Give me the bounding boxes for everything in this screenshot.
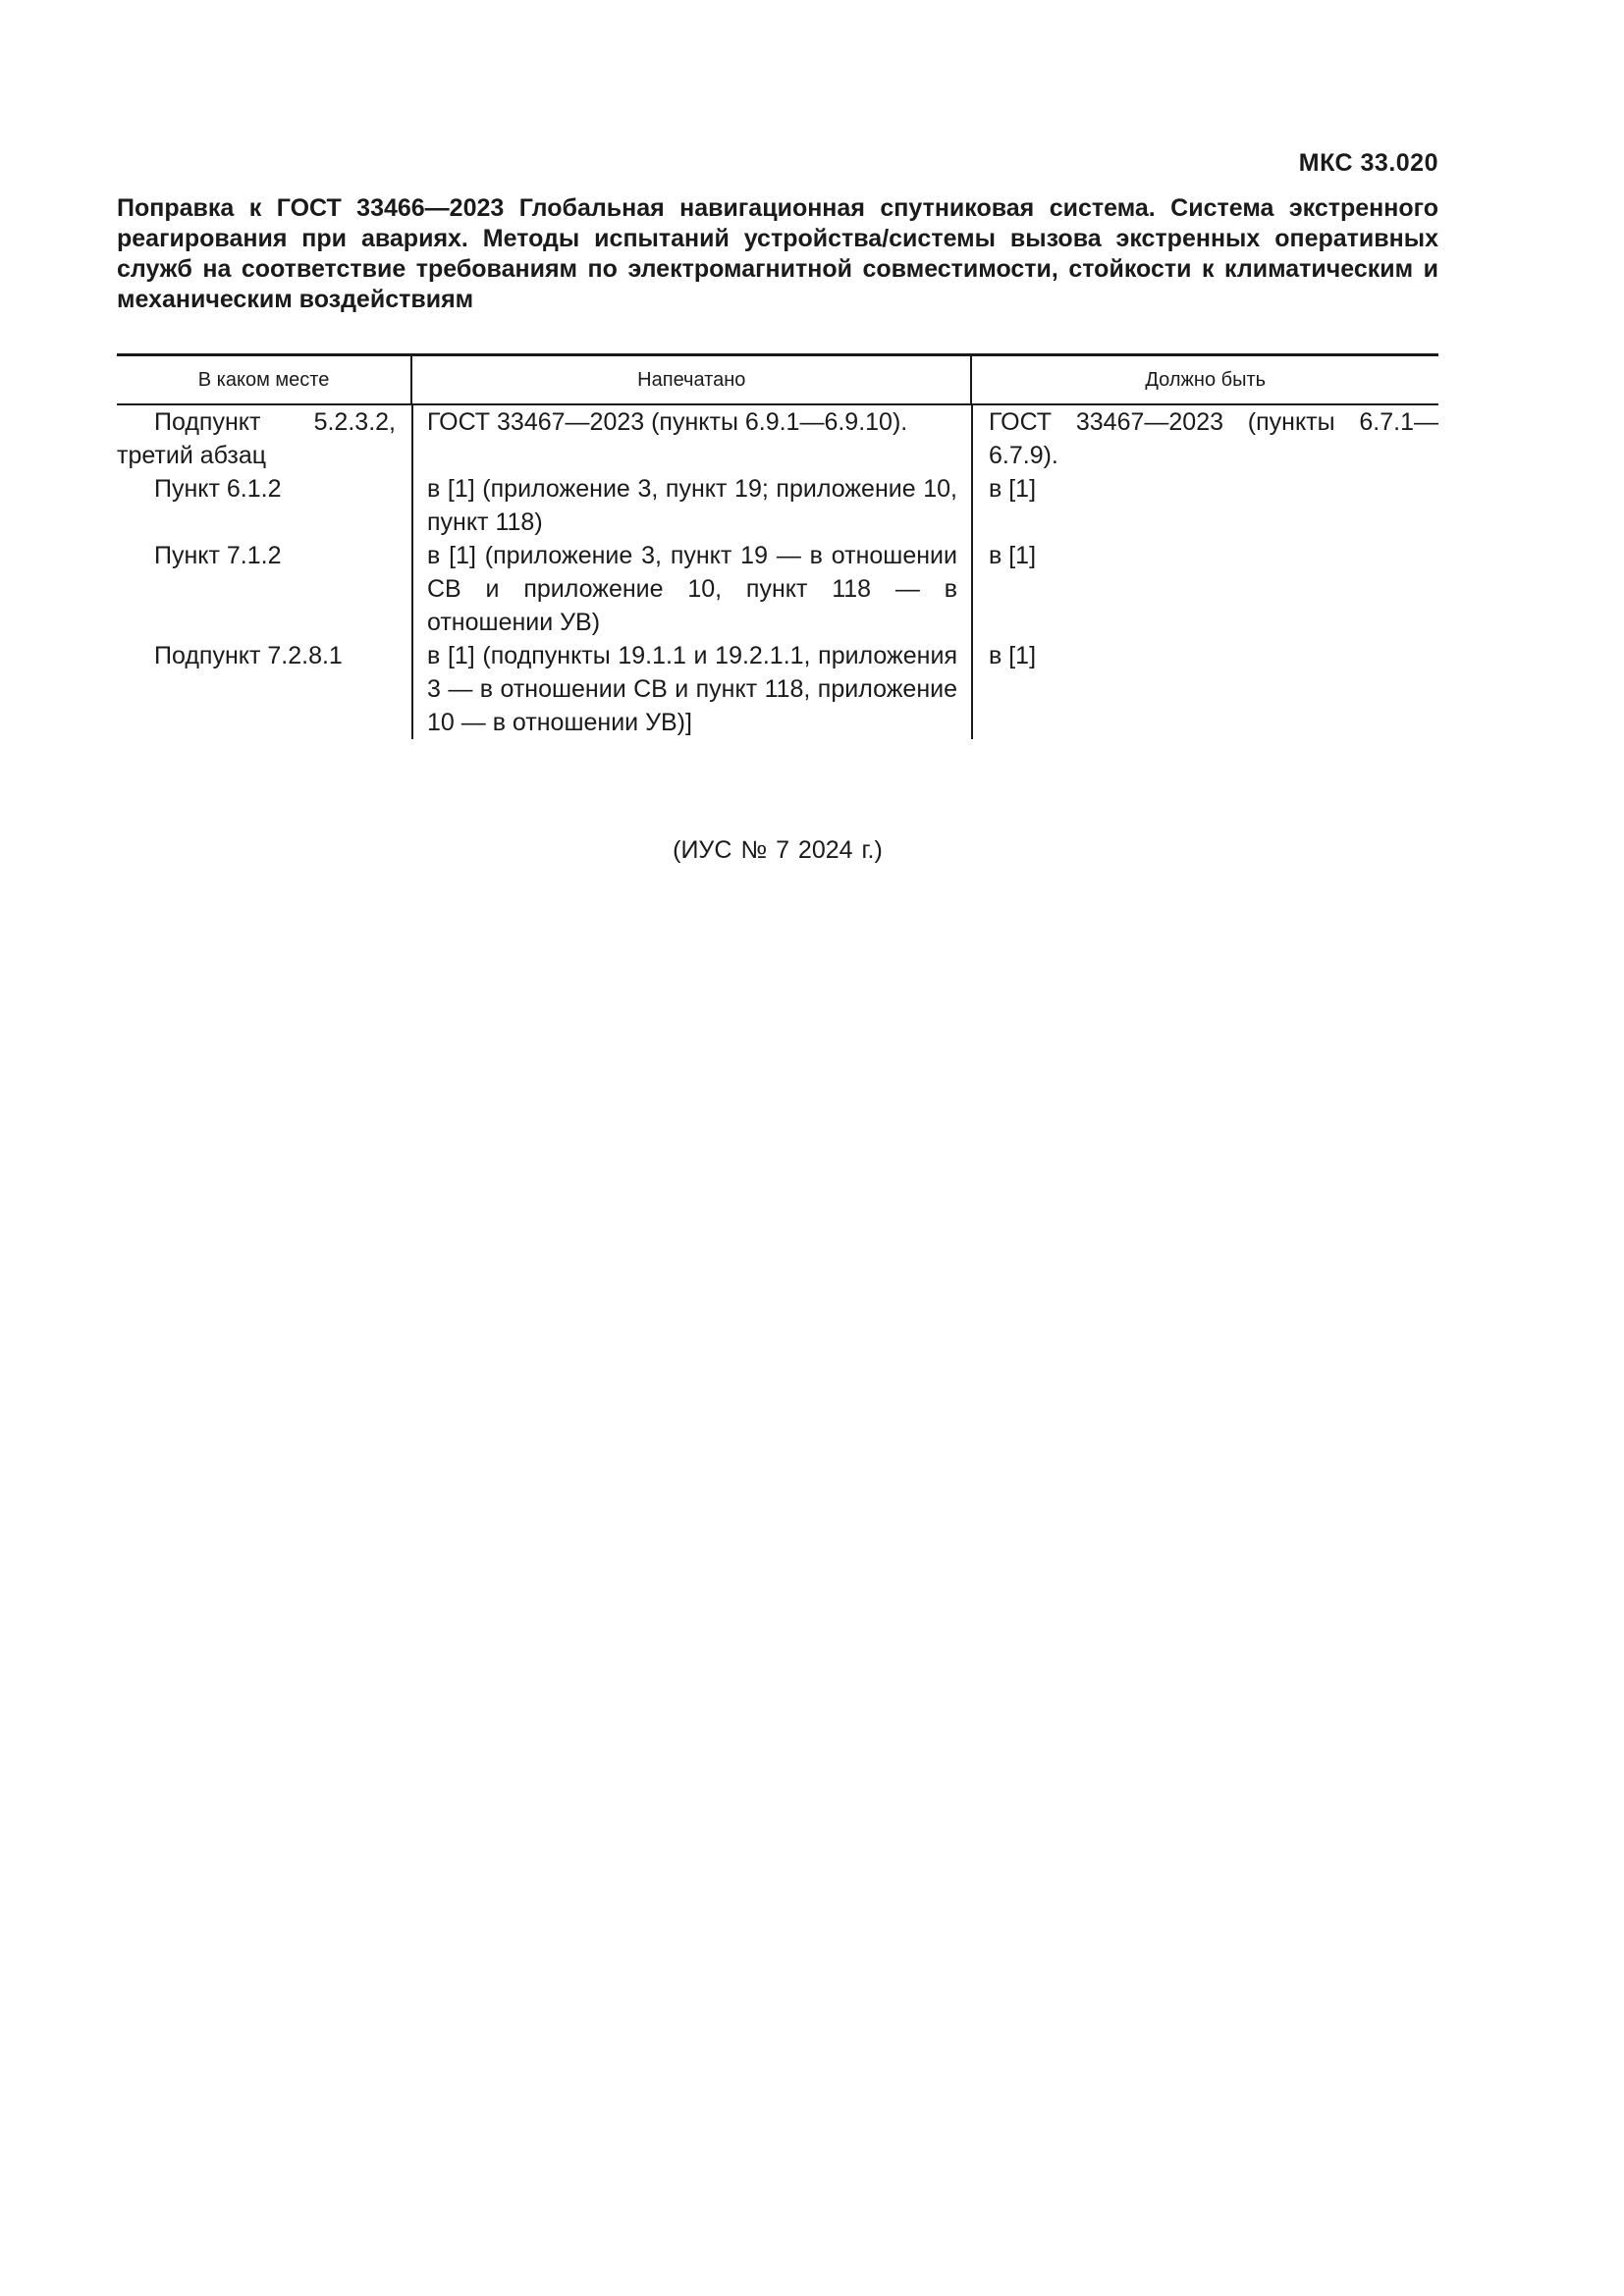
corrections-table bbox=[117, 353, 1438, 739]
column-header-printed: Напечатано bbox=[410, 356, 970, 403]
cell-place: Подпункт 7.2.8.1 bbox=[154, 642, 343, 669]
table-header bbox=[117, 356, 1438, 405]
cell-printed: в [1] (приложение 3, пункт 19 — в отношении СВ и приложение 10, пункт 118 — в отношении УВ) bbox=[411, 539, 971, 639]
cell-place: Пункт 6.1.2 bbox=[154, 475, 282, 503]
table-row bbox=[117, 639, 1438, 739]
cell-printed: в [1] (подпункты 19.1.1 и 19.2.1.1, приложения 3 — в отношении СВ и пункт 118, приложение 10 — в отношении УВ)] bbox=[411, 639, 971, 739]
cell-should-be: ГОСТ 33467—2023 (пункты 6.7.1—6.7.9). bbox=[971, 405, 1438, 472]
cell-place: Пункт 7.1.2 bbox=[154, 542, 282, 569]
mks-code: МКС 33.020 bbox=[1298, 149, 1438, 177]
cell-place: Подпункт 5.2.3.2, третий абзац bbox=[117, 408, 396, 469]
column-header-place: В каком месте bbox=[197, 368, 330, 391]
column-header-should-be: Должно быть bbox=[970, 356, 1438, 403]
table-row bbox=[117, 405, 1438, 472]
table-row bbox=[117, 472, 1438, 539]
cell-should-be: в [1] bbox=[971, 539, 1438, 639]
ius-reference: (ИУС № 7 2024 г.) bbox=[673, 836, 883, 864]
cell-should-be: в [1] bbox=[971, 639, 1438, 739]
cell-should-be: в [1] bbox=[971, 472, 1438, 539]
cell-printed: в [1] (приложение 3, пункт 19; приложение 10, пункт 118) bbox=[411, 472, 971, 539]
table-body bbox=[117, 405, 1438, 739]
document-title: Поправка к ГОСТ 33466—2023 Глобальная навигационная спутниковая система. Система экстренного реагирования при авариях. Методы испытаний устройства/системы вызова экстренных оперативных служб на соответствие требованиям по электромагнитной совместимости, стойкости к климатическим и механическим воздействиям bbox=[117, 194, 1438, 313]
cell-printed: ГОСТ 33467—2023 (пункты 6.9.1—6.9.10). bbox=[411, 405, 971, 472]
table-row bbox=[117, 539, 1438, 639]
